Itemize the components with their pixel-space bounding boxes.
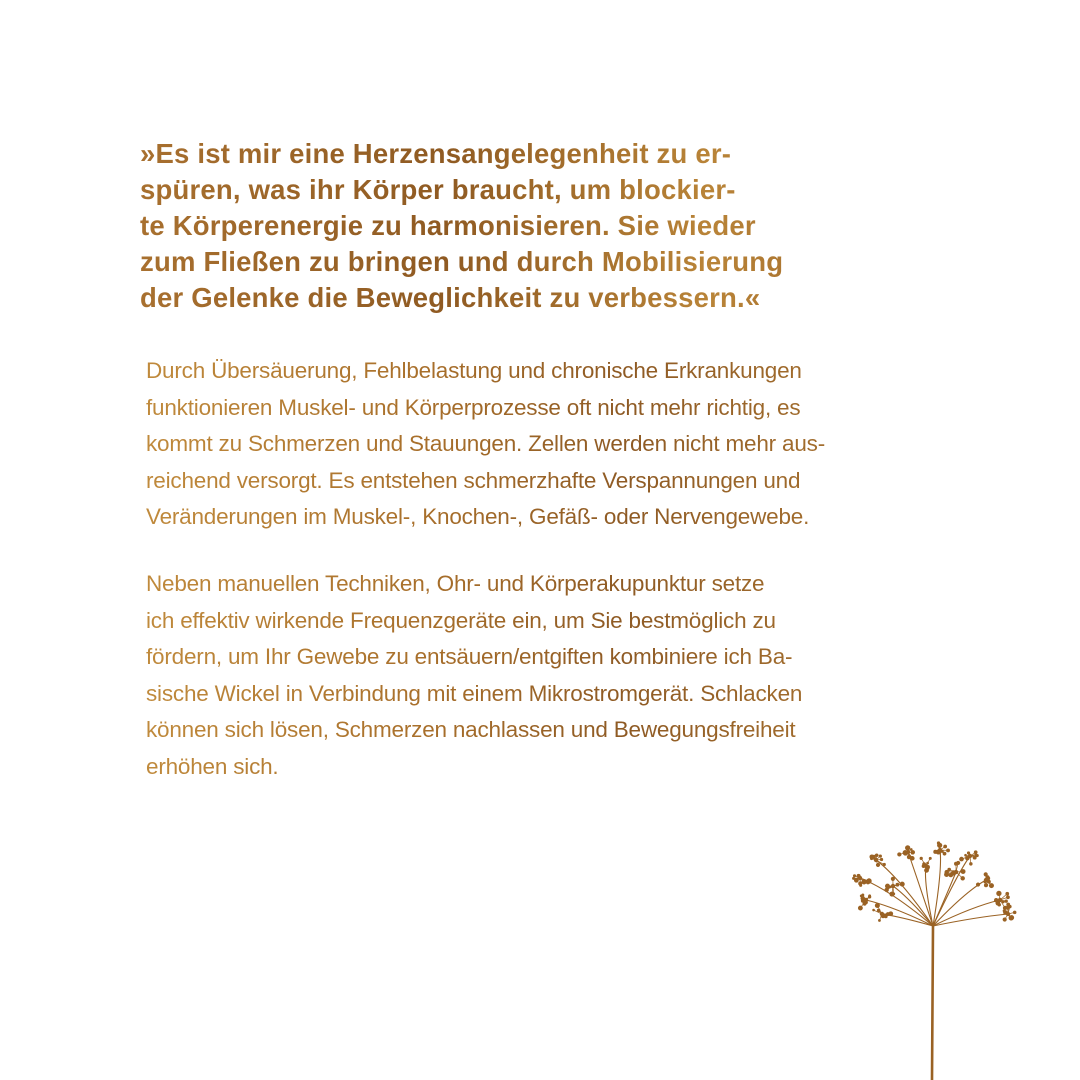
paragraph-line: ich effektiv wirkende Frequenzgeräte ein, um Sie bestmöglich zu [146,603,946,640]
quote-line: spüren, was ihr Körper braucht, um blockier- [140,172,900,208]
paragraph-line: Veränderungen im Muskel-, Knochen-, Gefäß- oder Nervengewebe. [146,499,946,536]
paragraph-line: reichend versorgt. Es entstehen schmerzhafte Verspannungen und [146,463,946,500]
paragraph-line: fördern, um Ihr Gewebe zu entsäuern/entgiften kombiniere ich Ba- [146,639,946,676]
quote-line: te Körperenergie zu harmonisieren. Sie wieder [140,208,900,244]
paragraph-line: Durch Übersäuerung, Fehlbelastung und chronische Erkrankungen [146,353,946,390]
body-paragraph-1 [146,353,946,536]
paragraph-line: funktionieren Muskel- und Körperprozesse oft nicht mehr richtig, es [146,390,946,427]
quote-line: »Es ist mir eine Herzensangelegenheit zu er- [140,136,900,172]
paragraph-line: sische Wickel in Verbindung mit einem Mikrostromgerät. Schlacken [146,676,946,713]
quote-line: zum Fließen zu bringen und durch Mobilisierung [140,244,900,280]
body-paragraph-2 [146,566,946,786]
paragraph-line: kommt zu Schmerzen und Stauungen. Zellen werden nicht mehr aus- [146,426,946,463]
quote-line: der Gelenke die Beweglichkeit zu verbessern.« [140,280,900,316]
umbel-flower-icon [838,838,1028,1080]
paragraph-line: erhöhen sich. [146,749,946,786]
pull-quote [140,136,900,316]
paragraph-line: Neben manuellen Techniken, Ohr- und Körperakupunktur setze [146,566,946,603]
paragraph-line: können sich lösen, Schmerzen nachlassen und Bewegungsfreiheit [146,712,946,749]
